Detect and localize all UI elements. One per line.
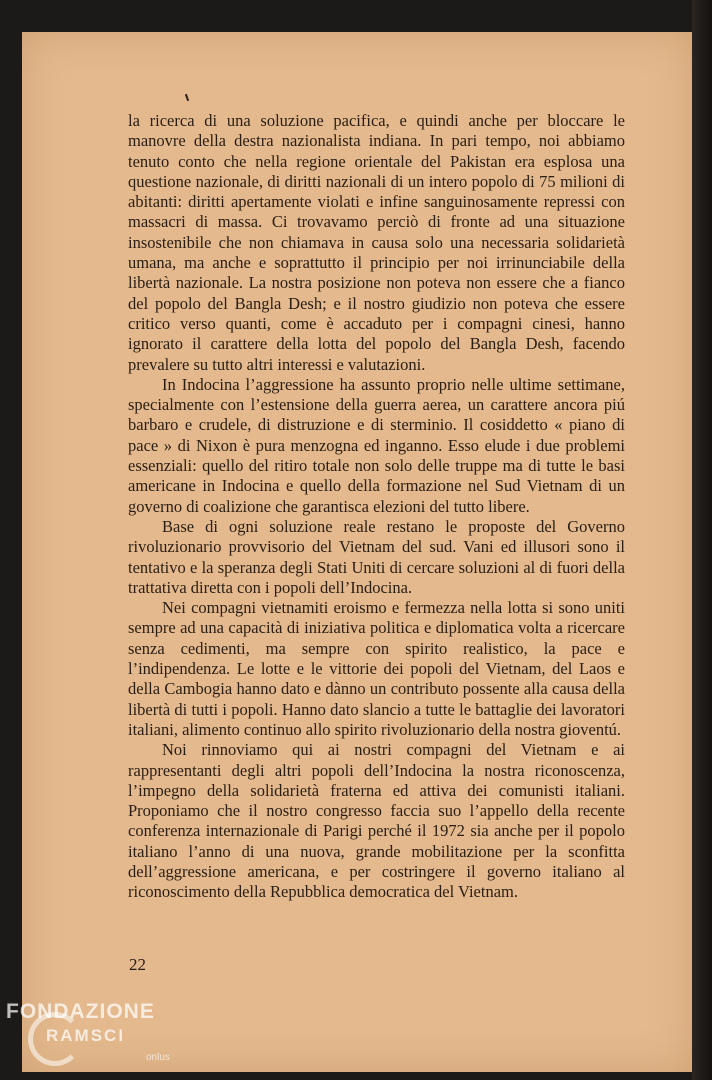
- book-spine-edge: [692, 0, 712, 1080]
- watermark-line-2: RAMSCI: [46, 1026, 126, 1045]
- body-text: [128, 111, 625, 903]
- paragraph-1: la ricerca di una soluzione pacifica, e quindi anche per bloccare le manovre della destra nazionalista indiana. In pari tempo, noi abbiamo tenuto conto che nella regione orientale del Pakistan era esplosa una questione nazionale, di diritti nazionali di un intero popolo di 75 milioni di abitanti: diritti apertamente violati e infine sanguinosamente repressi con massacri di massa. Ci trovavamo perciò di fronte ad una situazione insostenibile che non chiamava in causa solo una necessaria solidarietà umana, ma anche e soprattutto il principio per noi irrinunciabile della libertà nazionale. La nostra posizione non poteva non essere che a fianco del popolo del Bangla Desh; e il nostro giudizio non poteva che essere critico verso quanti, come è accaduto per i compagni cinesi, hanno ignorato il carattere della lotta del popolo del Bangla Desh, facendo prevalere su tutto altri interessi e valutazioni.: [128, 111, 625, 374]
- paragraph-4: Nei compagni vietnamiti eroismo e fermezza nella lotta si sono uniti sempre ad una capacità di iniziativa politica e diplomatica volta a ricercare senza cedimenti, ma sempre con spirito realistico, la pace e l’indipendenza. Le lotte e le vittorie dei popoli del Vietnam, del Laos e della Cambogia hanno dato e dànno un contributo possente alla causa della libertà di tutti i popoli. Hanno dato slancio a tutte le battaglie dei lavoratori italiani, alimento continuo allo spirito rivoluzionario della nostra gioventú.: [128, 598, 625, 739]
- paragraph-5: Noi rinnoviamo qui ai nostri compagni del Vietnam e ai rappresentanti degli altri popoli dell’Indocina la nostra riconoscenza, l’impegno della solidarietà fraterna ed attiva dei comunisti italiani. Proponiamo che il nostro congresso faccia suo l’appello della recente conferenza internazionale di Parigi perché il 1972 sia anche per il popolo italiano l’anno di una nuova, grande mobilitazione per la sconfitta dell’aggressione americana, e per costringere il governo italiano al riconoscimento della Repubblica democratica del Vietnam.: [128, 740, 625, 902]
- watermark-logo: [6, 1000, 155, 1046]
- watermark-line-1: FONDAZIONE: [6, 1000, 155, 1023]
- paragraph-2: In Indocina l’aggressione ha assunto proprio nelle ultime settimane, specialmente con l’estensione della guerra aerea, un carattere ancora piú barbaro e crudele, di distruzione e di sterminio. Il cosiddetto « piano di pace » di Nixon è pura menzogna ed inganno. Esso elude i due problemi essenziali: quello del ritiro totale non solo delle truppe ma di tutte le basi americane in Indocina e quello della formazione nel Sud Vietnam di un governo di coalizione che garantisca elezioni del tutto libere.: [128, 374, 625, 516]
- paragraph-3: Base di ogni soluzione reale restano le proposte del Governo rivoluzionario provvisorio del Vietnam del sud. Vani ed illusori sono il tentativo e la speranza degli Stati Uniti di cercare soluzioni al di fuori della trattativa diretta con i popoli dell’Indocina.: [128, 516, 625, 597]
- page-number: 22: [129, 955, 146, 974]
- watermark-line-3: onlus: [146, 1052, 170, 1063]
